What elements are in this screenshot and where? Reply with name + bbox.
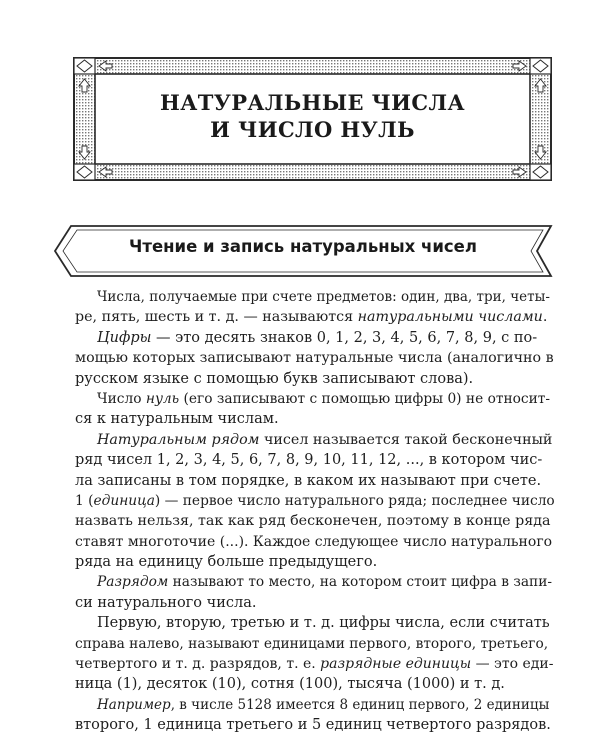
body-text	[75, 287, 555, 736]
term-digits: Цифры	[97, 329, 152, 346]
section-heading: Чтение и запись натуральных чисел	[129, 237, 477, 256]
text-line: ставят многоточие (...). Каждое следующее число натурального	[75, 533, 553, 550]
term-natural-series: Натуральным рядом	[97, 431, 260, 448]
text-line: мощью которых записывают натуральные числа (аналогично в	[75, 350, 554, 367]
text-line: русском языке с помощью букв записывают слова).	[75, 370, 474, 387]
text-line: Например, в числе 5128 имеется 8 единиц первого, 2 единицы	[97, 696, 550, 713]
term-zero: нуль	[145, 390, 180, 407]
text-line: Разрядом называют то место, на котором стоит цифра в запи-	[97, 574, 553, 591]
term-digit-place: Разрядом	[97, 574, 169, 591]
text-line: ла записаны в том порядке, в каком их называют при счете.	[75, 472, 542, 489]
page-title-line-1: НАТУРАЛЬНЫЕ ЧИСЛА	[159, 90, 465, 115]
text-line: второго, 1 единица третьего и 5 единиц четвертого разрядов.	[75, 717, 551, 734]
text-line: ряд чисел 1, 2, 3, 4, 5, 6, 7, 8, 9, 10, 11, 12, ..., в котором чис-	[75, 452, 543, 469]
text-line: ре, пять, шесть и т. д. — называются натуральными числами.	[75, 309, 548, 326]
text-line: Цифры — это десять знаков 0, 1, 2, 3, 4, 5, 6, 7, 8, 9, с по-	[97, 329, 538, 346]
text-line: четвертого и т. д. разрядов, т. е. разрядные единицы — это еди-	[75, 656, 554, 673]
page-title-line-2: И ЧИСЛО НУЛЬ	[210, 117, 415, 142]
term-natural-numbers: натуральными числами	[357, 309, 543, 326]
text-line: ряда на единицу больше предыдущего.	[75, 554, 378, 571]
text-line: си натурального числа.	[75, 594, 257, 611]
text-line: назвать нельзя, так как ряд бесконечен, поэтому в конце ряда	[75, 513, 551, 530]
text-line: ница (1), десяток (10), сотня (100), тысяча (1000) и т. д.	[75, 676, 505, 693]
text-line: Числа, получаемые при счете предметов: один, два, три, четы-	[97, 289, 550, 305]
text-line: Первую, вторую, третью и т. д. цифры числа, если считать	[97, 615, 550, 632]
text-line: 1 (единица) — первое число натурального ряда; последнее число	[75, 492, 555, 509]
term-place-units: разрядные единицы	[320, 656, 472, 673]
text-line: ся к натуральным числам.	[75, 411, 279, 428]
section-banner	[53, 224, 553, 278]
term-unit: единица	[93, 492, 155, 509]
term-for-example: Например	[97, 696, 171, 713]
text-line: Число нуль (его записывают с помощью цифры 0) не относит-	[97, 390, 551, 407]
text-line: справа налево, называют единицами первого, второго, третьего,	[75, 635, 549, 652]
title-frame	[73, 57, 552, 181]
text-line: Натуральным рядом чисел называется такой бесконечный	[97, 431, 553, 448]
